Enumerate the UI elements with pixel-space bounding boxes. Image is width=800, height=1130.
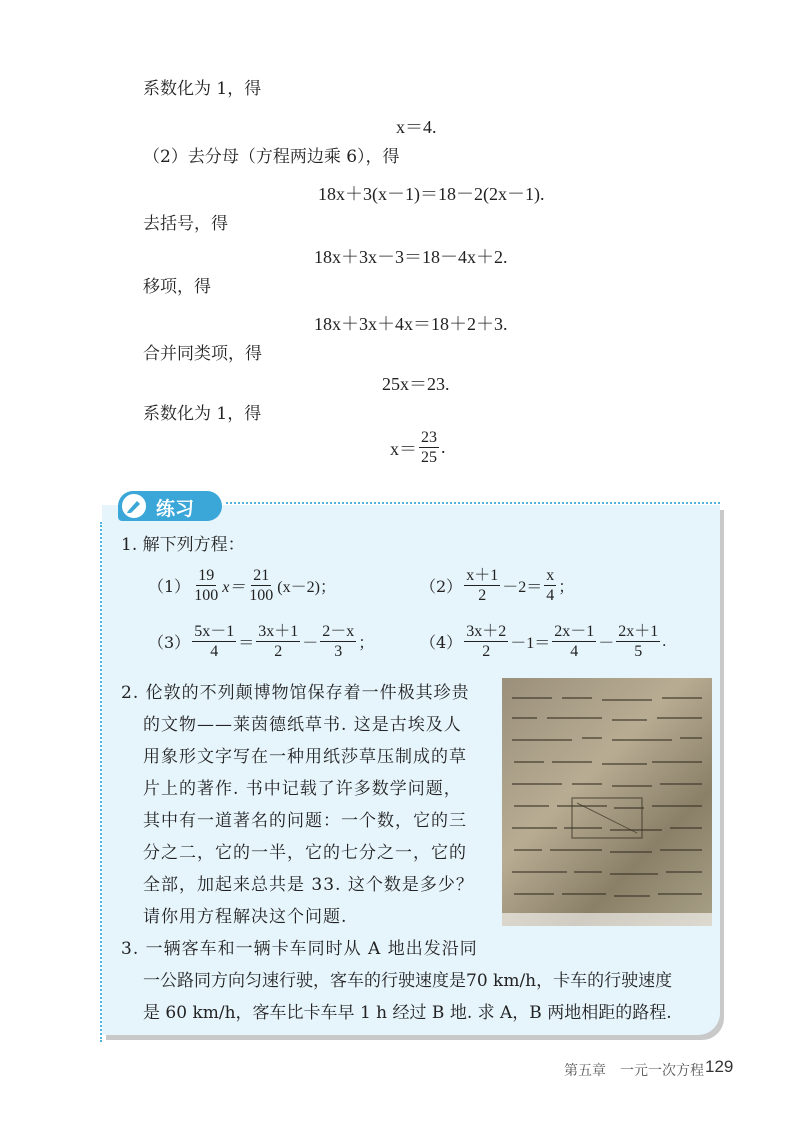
equation: 18x＋3x－3＝18－4x＋2. [314, 247, 508, 267]
papyrus-photo [502, 678, 712, 926]
step-label: （2）去分母（方程两边乘 6），得 [143, 147, 400, 167]
step-label: 移项，得 [143, 277, 211, 297]
equation-item-1 [148, 566, 336, 605]
denominator: 2 [482, 643, 491, 660]
denominator: 5 [634, 643, 643, 660]
box-border-left [100, 522, 102, 1042]
page-number: 129 [705, 1057, 734, 1076]
numerator: 2x＋1 [618, 623, 659, 640]
numerator: 3x＋2 [466, 623, 507, 640]
operator: (x－2)； [277, 579, 336, 596]
step-label: 系数化为 1，得 [143, 79, 262, 99]
box-border-top [226, 502, 720, 504]
denominator: 2 [274, 643, 283, 660]
chapter-title: 第五章 一元一次方程 [564, 1063, 704, 1079]
operator: . [662, 632, 667, 650]
numerator: 2－x [322, 623, 355, 640]
item-number: （2） [420, 577, 463, 596]
question-2-line: 其中有一道著名的问题：一个数，它的三 [143, 811, 467, 831]
denominator: 4 [546, 587, 555, 604]
operator: x＝ [222, 579, 246, 596]
pencil-icon [120, 492, 148, 520]
numerator: 19 [198, 567, 215, 584]
denominator: 4 [210, 643, 219, 660]
equation-lhs: x＝ [390, 438, 417, 459]
operator: －2＝ [502, 579, 543, 596]
step-label: 系数化为 1，得 [143, 404, 262, 424]
operator: －1＝ [510, 635, 551, 652]
numerator: 3x＋1 [258, 623, 299, 640]
numerator: x＋1 [466, 567, 499, 584]
question-3-line: 3. 一辆客车和一辆卡车同时从 A 地出发沿同 [121, 939, 478, 959]
numerator: 5x－1 [194, 623, 235, 640]
operator: ； [558, 579, 575, 596]
operator: ＝ [238, 635, 255, 652]
equation: 25x＝23. [382, 374, 450, 394]
denominator: 100 [194, 587, 219, 604]
numerator: 2x－1 [554, 623, 595, 640]
question-1-label: 1. 解下列方程： [121, 535, 245, 555]
question-2-line: 片上的著作. 书中记载了许多数学问题， [143, 779, 462, 799]
denominator: 100 [249, 587, 274, 604]
question-2-line: 分之二，它的一半，它的七分之一，它的 [143, 843, 467, 863]
operator: － [302, 635, 319, 652]
numerator: 23 [421, 429, 437, 446]
final-equation [390, 428, 446, 467]
period: . [441, 437, 446, 457]
equation: 18x＋3(x－1)＝18－2(2x－1). [318, 184, 545, 204]
equation-item-4 [420, 622, 666, 661]
item-number: （3） [148, 633, 191, 652]
question-2-line: 用象形文字写在一种用纸莎草压制成的草 [143, 747, 467, 767]
equation-item-2 [420, 566, 574, 605]
question-2-line: 全部，加起来总共是 33. 这个数是多少？ [143, 875, 474, 895]
equation: x＝4. [396, 117, 437, 137]
operator: － [598, 635, 615, 652]
numerator: 21 [253, 567, 270, 584]
step-label: 去括号，得 [143, 214, 228, 234]
denominator: 4 [570, 643, 579, 660]
denominator: 2 [478, 587, 487, 604]
numerator: x [546, 567, 555, 584]
item-number: （4） [420, 633, 463, 652]
denominator: 25 [421, 449, 437, 466]
item-number: （1） [148, 577, 191, 596]
question-2-line: 2. 伦敦的不列颠博物馆保存着一件极其珍贵 [121, 683, 470, 703]
fraction [419, 428, 439, 467]
question-3-line: 是 60 km/h，客车比卡车早 1 h 经过 B 地. 求 A，B 两地相距的路程. [143, 1003, 672, 1023]
operator: ； [358, 635, 375, 652]
question-2-line: 请你用方程解决这个问题. [143, 907, 348, 927]
denominator: 3 [334, 643, 343, 660]
exercise-tag-label: 练习 [156, 498, 195, 520]
step-label: 合并同类项，得 [143, 344, 262, 364]
equation: 18x＋3x＋4x＝18＋2＋3. [314, 314, 508, 334]
equation-item-3 [148, 622, 374, 661]
question-2-line: 的文物——莱茵德纸草书. 这是古埃及人 [143, 715, 462, 735]
question-3-line: 一公路同方向匀速行驶，客车的行驶速度是70 km/h，卡车的行驶速度 [143, 971, 673, 991]
